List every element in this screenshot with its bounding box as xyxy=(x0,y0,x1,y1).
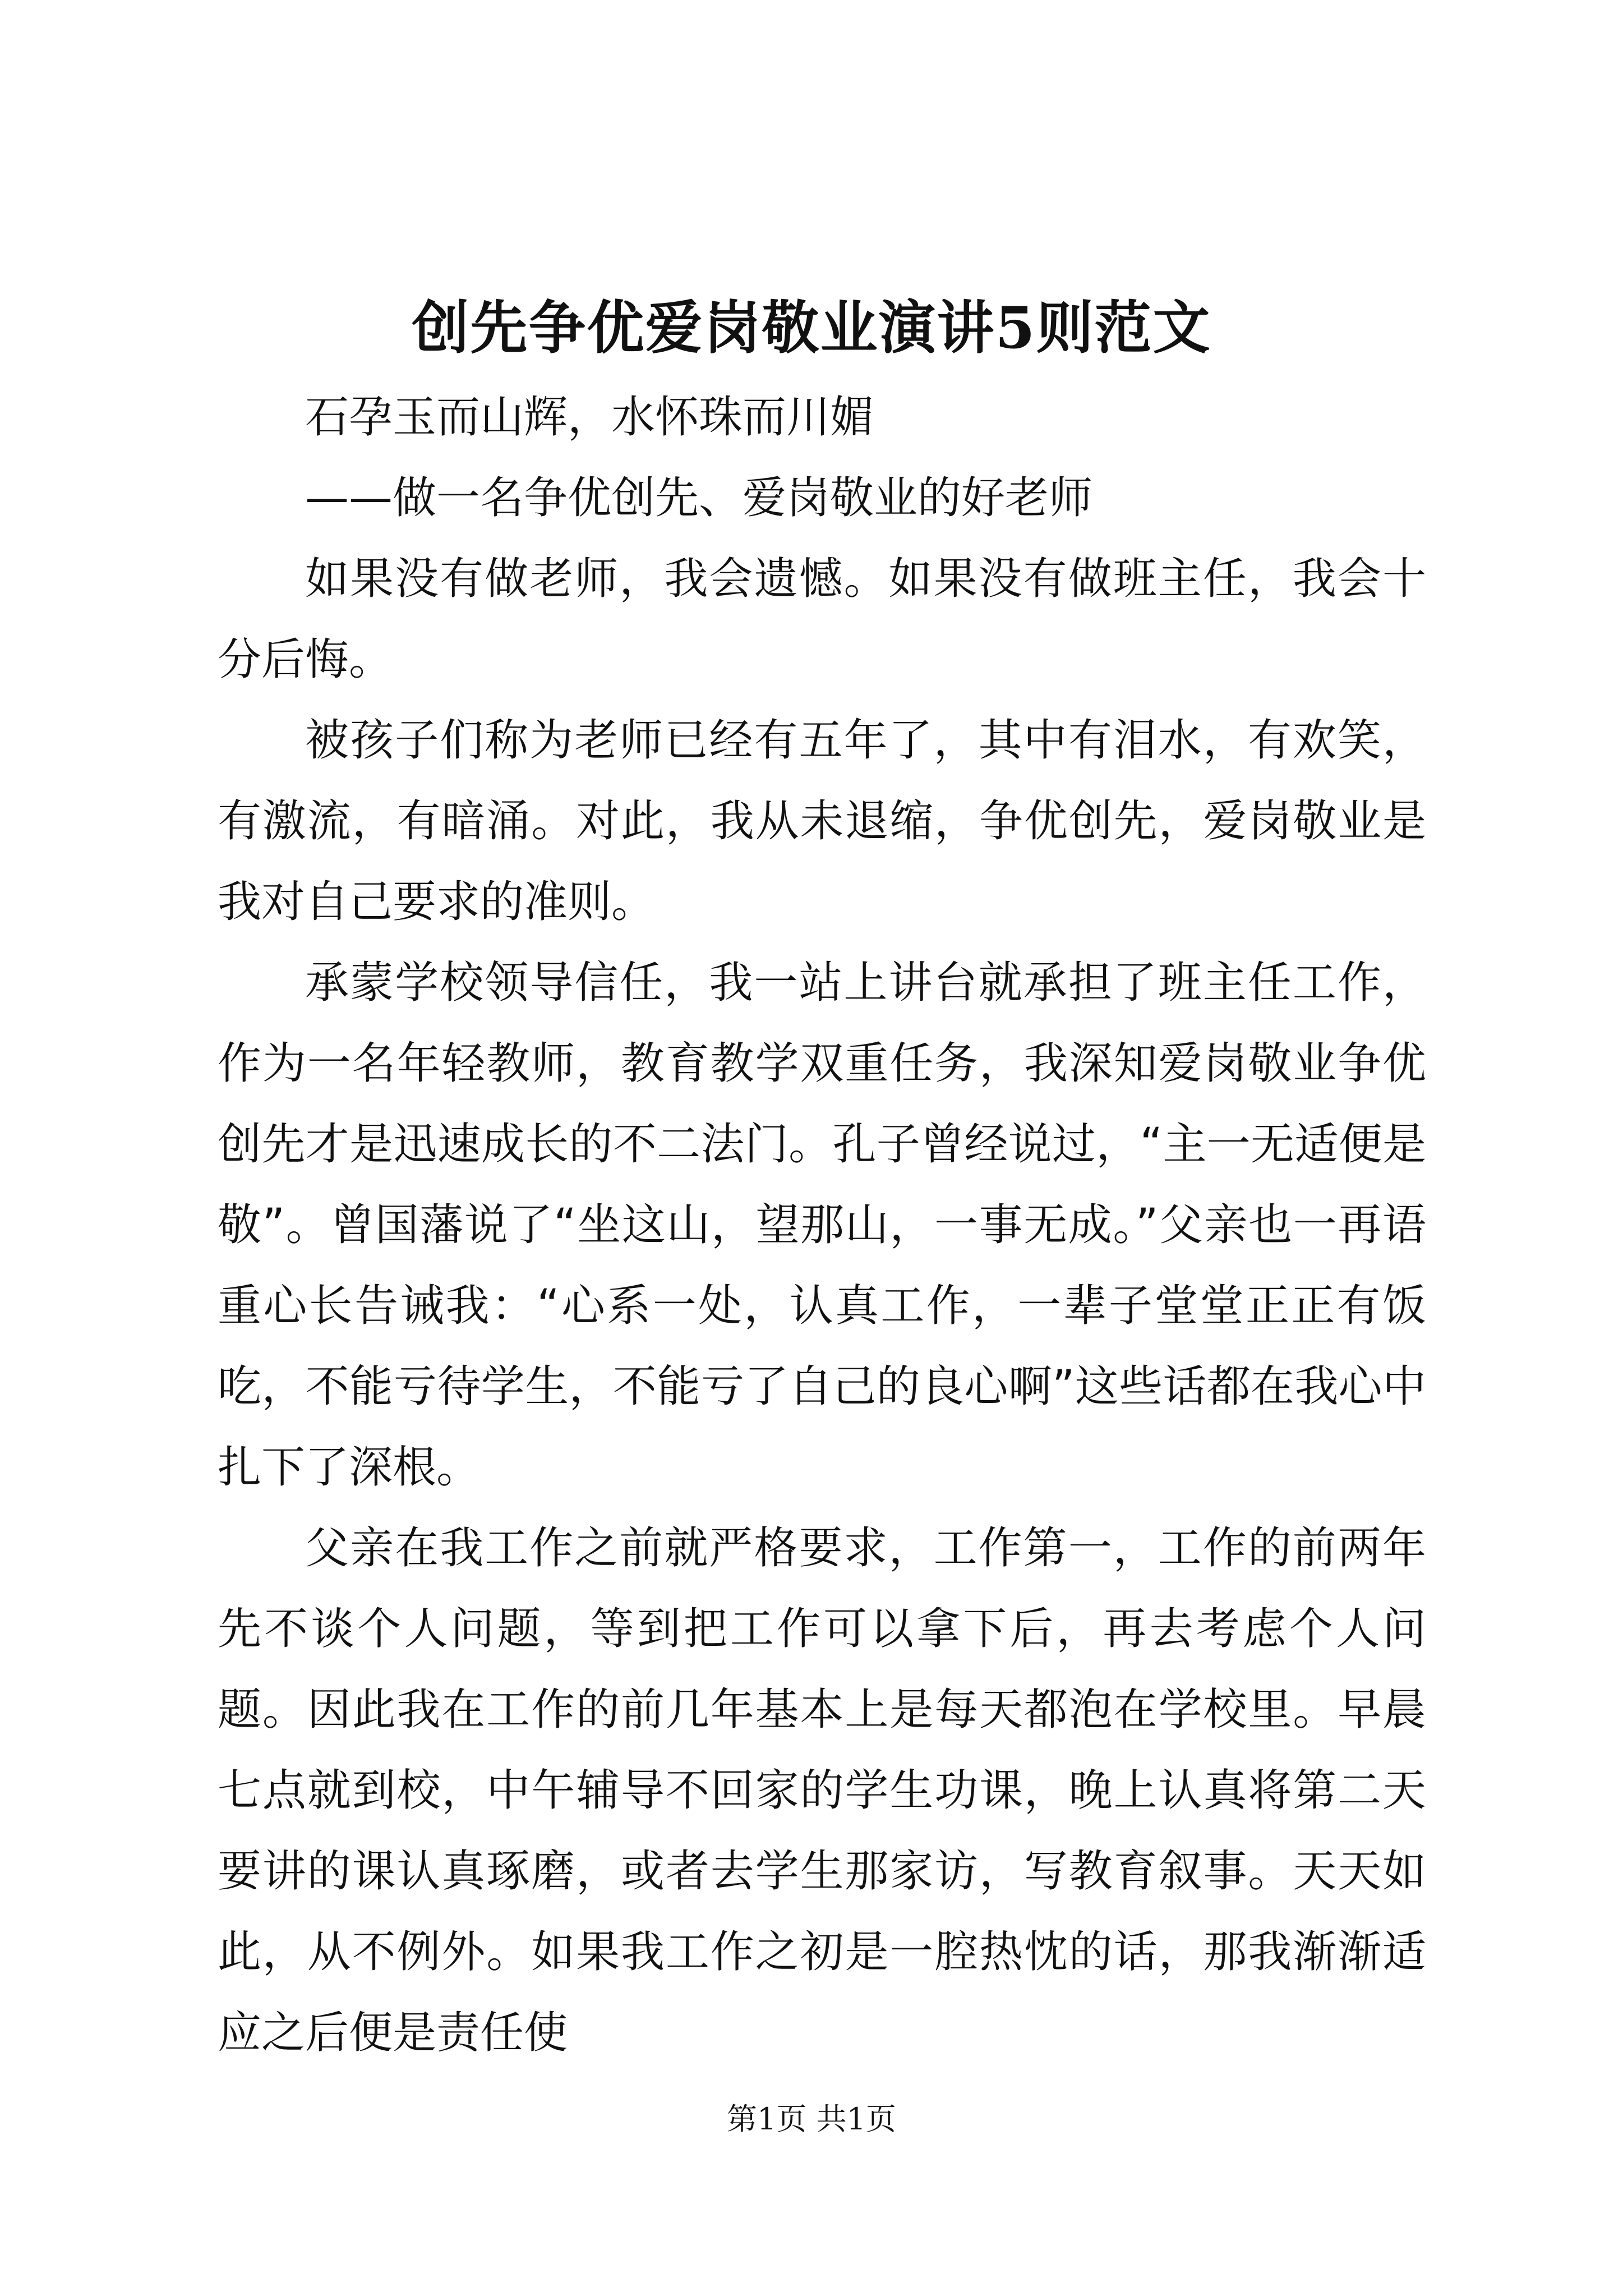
page-footer: 第1页 共1页 xyxy=(727,2101,896,2137)
paragraph-6: 父亲在我工作之前就严格要求，工作第一，工作的前两年先不谈个人问题，等到把工作可以拿下后，再去考虑个人问题。因此我在工作的前几年基本上是每天都泡在学校里。早晨七点就到校，中午辅导不回家的学生功课，晚上认真将第二天要讲的课认真琢磨，或者去学生那家访，写教育叙事。天天如此，从不例外。如果我工作之初是一腔热忱的话，那我渐渐适应之后便是责任使 xyxy=(218,1523,1426,2058)
paragraph-3: 如果没有做老师，我会遗憾。如果没有做班主任，我会十分后悔。 xyxy=(218,554,1426,685)
paragraph-1: 石孕玉而山辉，水怀珠而川媚 xyxy=(305,392,874,443)
document-body xyxy=(218,377,1426,2073)
document-title: 创先争优爱岗敬业演讲5则范文 xyxy=(412,295,1211,362)
paragraph-4: 被孩子们称为老师已经有五年了，其中有泪水，有欢笑，有激流，有暗涌。对此，我从未退缩，争优创先，爱岗敬业是我对自己要求的准则。 xyxy=(218,715,1426,927)
paragraph-5: 承蒙学校领导信任，我一站上讲台就承担了班主任工作，作为一名年轻教师，教育教学双重任务，我深知爱岗敬业争优创先才是迅速成长的不二法门。孔子曾经说过，“主一无适便是敬”。曾国藩说了“坐这山，望那山，一事无成。”父亲也一再语重心长告诫我：“心系一处，认真工作，一辈子堂堂正正有饭吃，不能亏待学生，不能亏了自己的良心啊”这些话都在我心中扎下了深根。 xyxy=(218,958,1426,1493)
paragraph-2: ——做一名争优创先、爱岗敬业的好老师 xyxy=(305,473,1093,523)
